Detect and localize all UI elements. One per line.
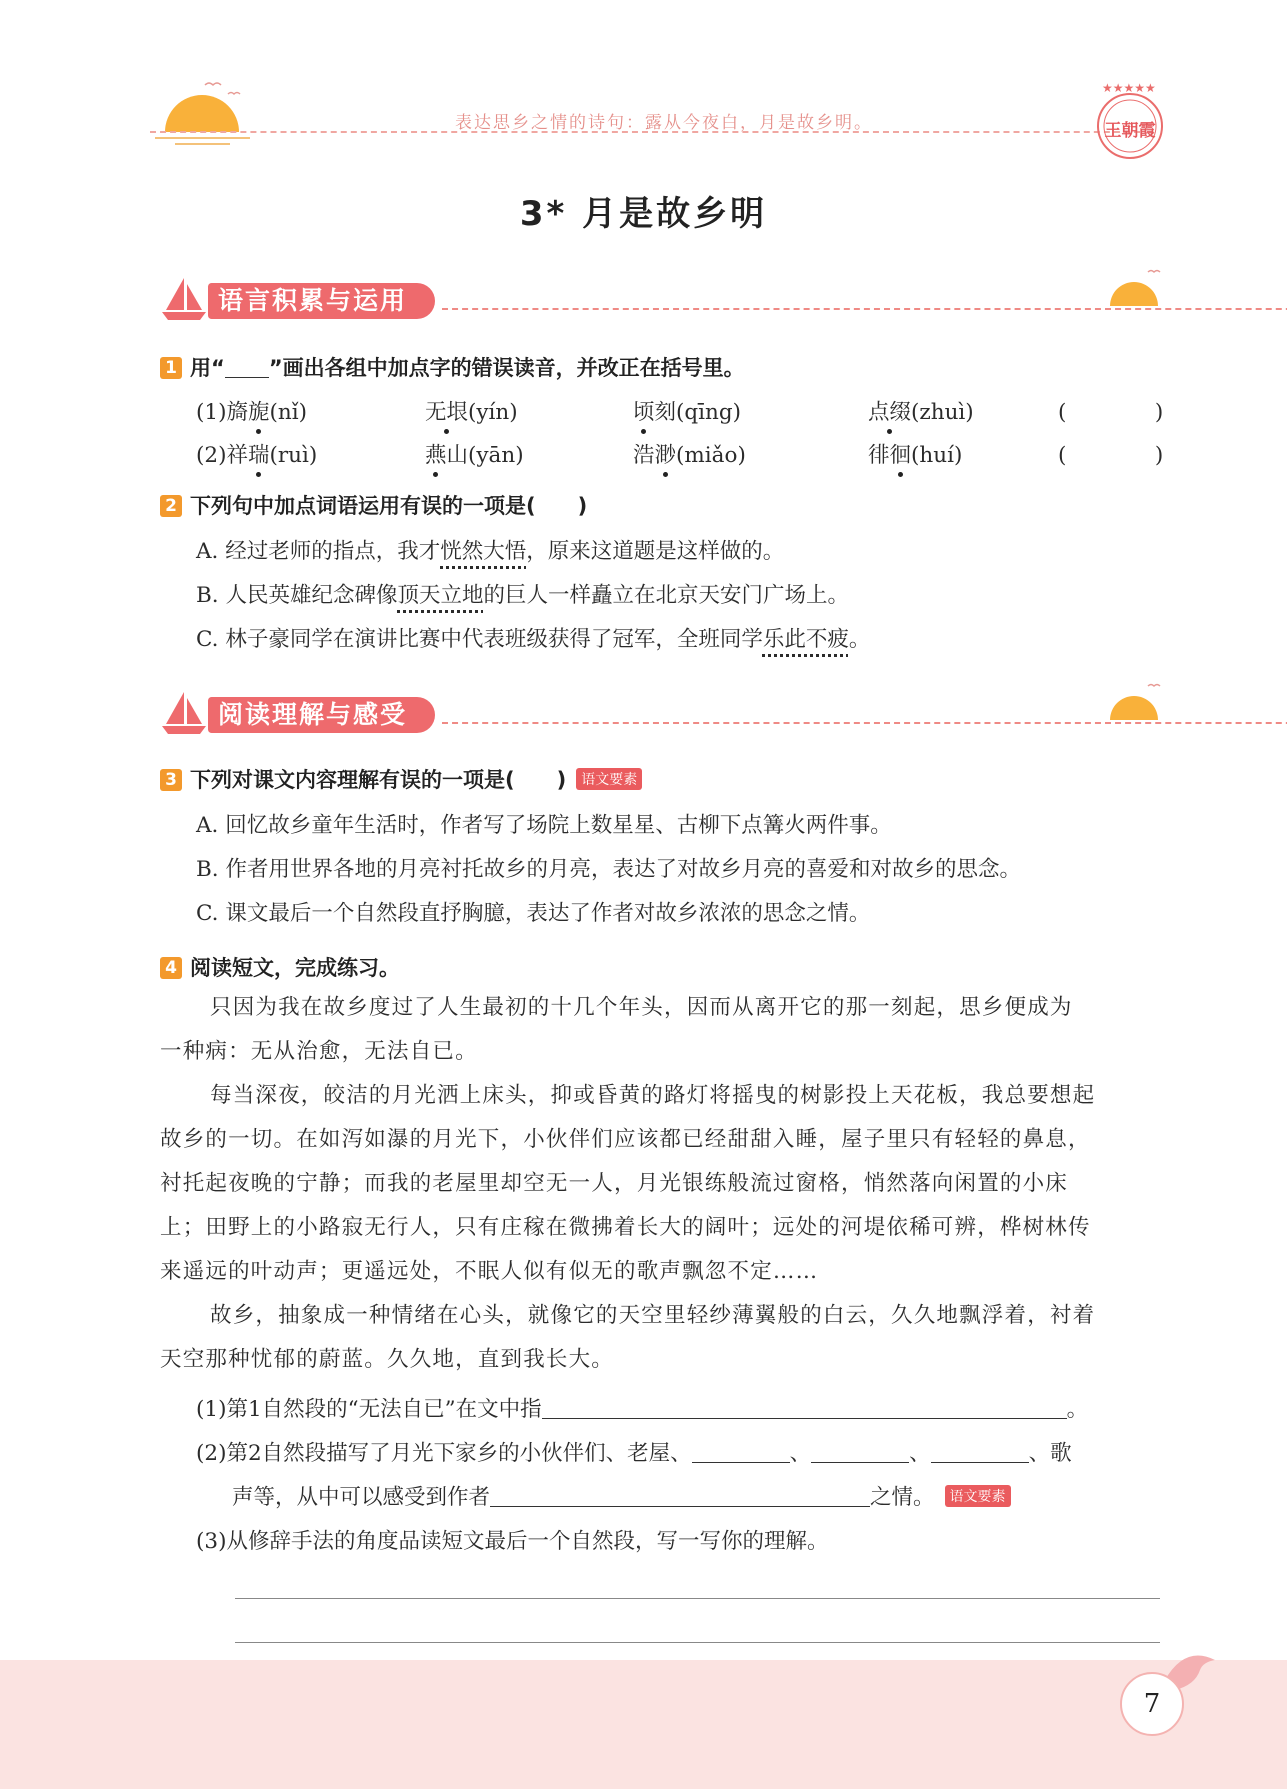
pinyin: (zhuì) bbox=[911, 400, 974, 425]
answer-blank[interactable] bbox=[692, 1442, 790, 1463]
stem-text: 下列句中加点词语运用有误的一项是( ) bbox=[190, 494, 588, 518]
q1-row-2-item-4 bbox=[868, 438, 962, 469]
sub-question-text: 声等，从中可以感受到作者 bbox=[232, 1485, 491, 1510]
passage-line: 故乡的一切。在如泻如瀑的月光下，小伙伴们应该都已经甜甜入睡，屋子里只有轻轻的鼻息， bbox=[160, 1127, 1091, 1152]
question-number: 2 bbox=[160, 495, 182, 517]
punct: 、 bbox=[909, 1441, 931, 1466]
sailboat-icon bbox=[160, 274, 210, 324]
char: 旖 bbox=[226, 400, 248, 425]
question-1-stem bbox=[160, 352, 745, 382]
option-text: A. 经过老师的指点，我才 bbox=[196, 539, 441, 564]
dotted-char: 旎 bbox=[248, 395, 270, 426]
punct: 之情。 bbox=[870, 1485, 935, 1510]
sun-icon bbox=[1100, 266, 1170, 310]
sailboat-icon bbox=[160, 688, 210, 738]
answer-line[interactable] bbox=[235, 1642, 1160, 1643]
dotted-char: 点缀 bbox=[868, 395, 911, 426]
section-title: 语言积累与运用 bbox=[208, 283, 435, 319]
char: 浩 bbox=[633, 443, 655, 468]
question-3-stem bbox=[160, 764, 642, 794]
option-text: 。 bbox=[848, 627, 871, 652]
passage-line: 天空那种忧郁的蔚蓝。久久地，直到我长大。 bbox=[160, 1347, 615, 1372]
dotted-char: 渺 bbox=[655, 438, 677, 469]
q2-option-c[interactable] bbox=[196, 622, 870, 653]
pinyin: 山(yān) bbox=[446, 443, 524, 468]
q2-option-a[interactable] bbox=[196, 534, 784, 565]
footer-background bbox=[0, 1660, 1287, 1789]
answer-blank[interactable] bbox=[542, 1398, 1067, 1419]
q4-sub-1 bbox=[196, 1392, 1088, 1423]
pinyin: (ruì) bbox=[269, 443, 318, 468]
question-4-stem bbox=[160, 952, 400, 982]
dotted-char: 瑞 bbox=[248, 438, 270, 469]
pinyin: (huí) bbox=[911, 443, 963, 468]
stem-text: 阅读短文，完成练习。 bbox=[190, 956, 400, 980]
section-banner-reading bbox=[160, 694, 1287, 738]
option-text: ，原来这道题是这样做的。 bbox=[526, 539, 785, 564]
section-banner-language bbox=[160, 280, 1287, 324]
passage-line: 衬托起夜晚的宁静；而我的老屋里却空无一人，月光银练般流过窗格，悄然落向闲置的小床 bbox=[160, 1171, 1069, 1196]
brand-logo-text: 王朝霞 bbox=[1104, 121, 1156, 141]
pinyin: (nǐ) bbox=[269, 400, 307, 425]
punct: 、歌 bbox=[1028, 1441, 1072, 1466]
literacy-tag: 语文要素 bbox=[576, 768, 642, 790]
row-label: (1) bbox=[196, 400, 227, 425]
answer-blank[interactable] bbox=[931, 1442, 1029, 1463]
q3-option-a[interactable]: A. 回忆故乡童年生活时，作者写了场院上数星星、古柳下点篝火两件事。 bbox=[196, 813, 892, 838]
q1-row-2-item-3 bbox=[633, 438, 746, 469]
pinyin: 刻(qīng) bbox=[654, 400, 742, 425]
question-number: 3 bbox=[160, 769, 182, 791]
question-number: 1 bbox=[160, 357, 182, 379]
q3-option-b[interactable]: B. 作者用世界各地的月亮衬托故乡的月亮，表达了对故乡月亮的喜爱和对故乡的思念。 bbox=[196, 857, 1021, 882]
question-number: 4 bbox=[160, 957, 182, 979]
option-text: B. 人民英雄纪念碑像 bbox=[196, 583, 398, 608]
page-number: 7 bbox=[1120, 1672, 1184, 1736]
passage-line: 每当深夜，皎洁的月光洒上床头，抑或昏黄的路灯将摇曳的树影投上天花板，我总要想起 bbox=[210, 1083, 1096, 1108]
passage-line: 一种病：无从治愈，无法自已。 bbox=[160, 1039, 478, 1064]
sun-icon bbox=[1100, 680, 1170, 724]
passage-line: 上；田野上的小路寂无行人，只有庄稼在微拂着长大的阔叶；远处的河堤依稀可辨，桦树林传 bbox=[160, 1215, 1091, 1240]
dotted-phrase: 恍然大悟 bbox=[440, 539, 527, 564]
answer-line[interactable] bbox=[235, 1598, 1160, 1599]
page-title: 3* 月是故乡明 bbox=[519, 194, 768, 234]
option-text: C. 林子豪同学在演讲比赛中代表班级获得了冠军，全班同学 bbox=[196, 627, 763, 652]
section-title: 阅读理解与感受 bbox=[208, 697, 435, 733]
passage-line: 来遥远的叶动声；更遥远处，不眠人似有似无的歌声飘忽不定…… bbox=[160, 1259, 819, 1284]
q4-sub-3: (3)从修辞手法的角度品读短文最后一个自然段，写一写你的理解。 bbox=[196, 1529, 829, 1554]
q1-row-1-item-4 bbox=[868, 395, 974, 426]
answer-paren-2[interactable]: ( ) bbox=[1058, 443, 1170, 468]
row-label: (2) bbox=[196, 443, 227, 468]
q3-option-c[interactable]: C. 课文最后一个自然段直抒胸臆，表达了作者对故乡浓浓的思念之情。 bbox=[196, 901, 871, 926]
q4-sub-2 bbox=[196, 1436, 1072, 1467]
sub-question-text: (1)第1自然段的“无法自已”在文中指 bbox=[196, 1397, 542, 1422]
dotted-char: 徊 bbox=[890, 438, 912, 469]
dotted-char: 燕 bbox=[425, 438, 447, 469]
answer-blank[interactable] bbox=[811, 1442, 909, 1463]
passage bbox=[160, 986, 1160, 1382]
sub-question-text: (2)第2自然段描写了月光下家乡的小伙伴们、老屋、 bbox=[196, 1441, 692, 1466]
char: 徘 bbox=[868, 443, 890, 468]
dotted-phrase: 乐此不疲 bbox=[762, 627, 849, 652]
passage-line: 只因为我在故乡度过了人生最初的十几个年头，因而从离开它的那一刻起，思乡便成为 bbox=[210, 995, 1073, 1020]
option-text: 的巨人一样矗立在北京天安门广场上。 bbox=[483, 583, 850, 608]
answer-blank[interactable] bbox=[490, 1486, 870, 1507]
punct: 。 bbox=[1066, 1397, 1089, 1422]
literacy-tag: 语文要素 bbox=[945, 1485, 1011, 1507]
q1-row-1 bbox=[196, 395, 307, 426]
dotted-char: 顷 bbox=[633, 395, 655, 426]
stem-part: ”画出各组中加点字的错误读音，并改正在括号里。 bbox=[268, 356, 745, 380]
answer-paren-1[interactable]: ( ) bbox=[1058, 400, 1170, 425]
q1-row-1-item-3 bbox=[633, 395, 741, 426]
q1-row-1-item-2 bbox=[425, 395, 518, 426]
q1-row-2-item-2 bbox=[425, 438, 524, 469]
stem-part: 用“ bbox=[190, 356, 225, 380]
q1-row-2 bbox=[196, 438, 317, 469]
brand-logo bbox=[1090, 78, 1170, 164]
q4-sub-2-cont bbox=[232, 1480, 1011, 1511]
dotted-char: 无垠 bbox=[425, 395, 468, 426]
sunset-decoration-icon bbox=[150, 80, 260, 150]
underline-sample bbox=[225, 357, 269, 378]
header-slogan: 表达思乡之情的诗句：露从今夜白，月是故乡明。 bbox=[455, 113, 873, 133]
char: 祥 bbox=[226, 443, 248, 468]
pinyin: (yín) bbox=[468, 400, 518, 425]
punct: 、 bbox=[789, 1441, 812, 1466]
q2-option-b[interactable] bbox=[196, 578, 849, 609]
passage-line: 故乡，抽象成一种情绪在心头，就像它的天空里轻纱薄翼般的白云，久久地飘浮着，衬着 bbox=[210, 1303, 1096, 1328]
dotted-phrase: 顶天立地 bbox=[397, 583, 484, 608]
svg-text:★★★★★: ★★★★★ bbox=[1102, 81, 1156, 95]
stem-text: 下列对课文内容理解有误的一项是( ) bbox=[190, 768, 567, 792]
question-2-stem bbox=[160, 490, 587, 520]
pinyin: (miǎo) bbox=[676, 443, 746, 468]
